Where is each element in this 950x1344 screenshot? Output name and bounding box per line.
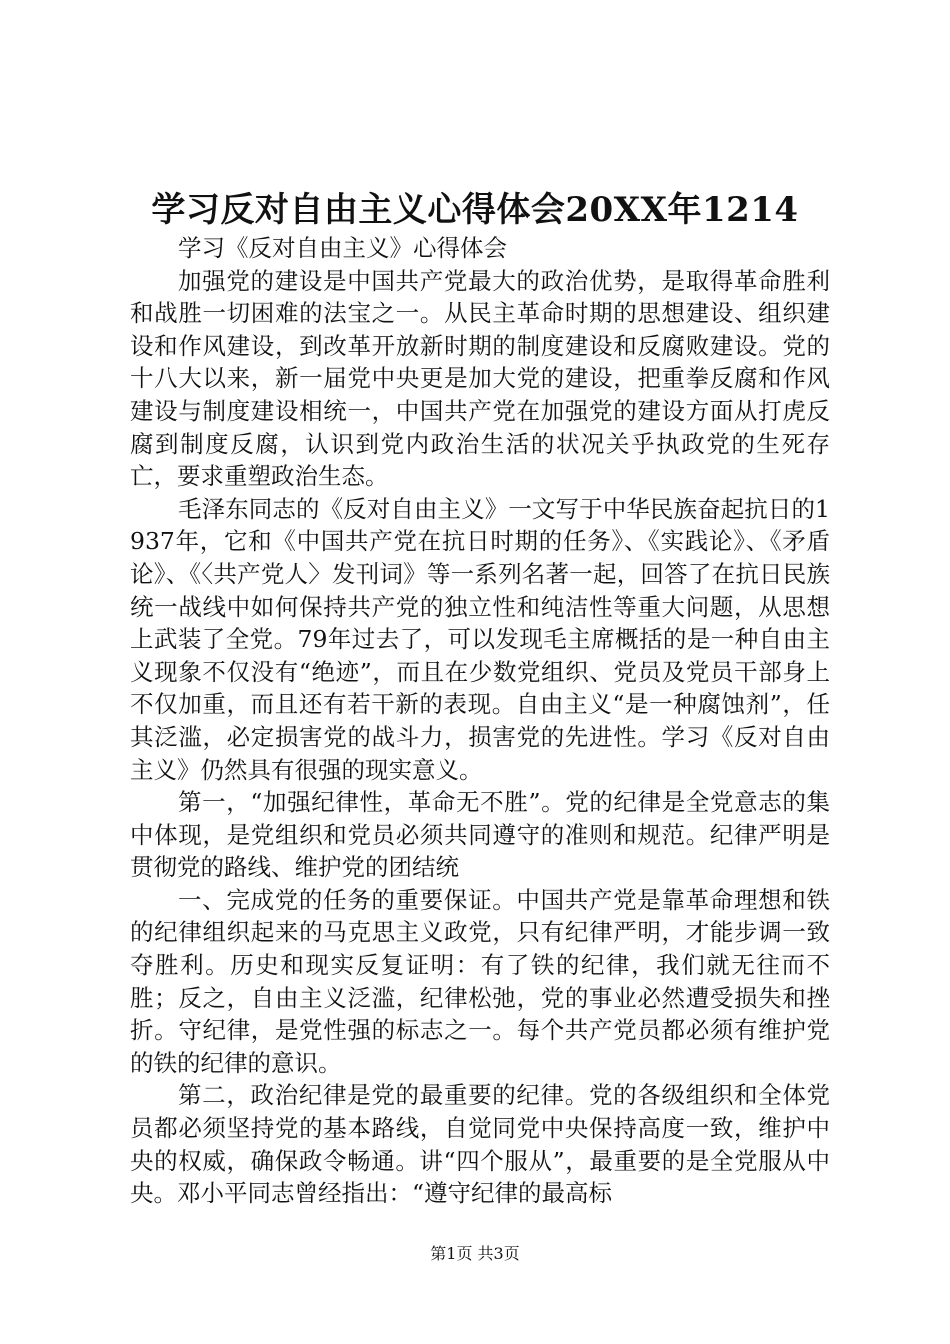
page-footer (0, 1242, 950, 1266)
document-body (130, 232, 830, 1210)
page-total: 共3页 (477, 1244, 520, 1263)
paragraph: 一、完成党的任务的重要保证。中国共产党是靠革命理想和铁的纪律组织起来的马克思主义政党，只有纪律严明，才能步调一致夺胜利。历史和现实反复证明：有了铁的纪律，我们就无往而不胜；反之，自由主义泛滥，纪律松弛，党的事业必然遭受损失和挫折。守纪律，是党性强的标志之一。每个共产党员都必须有维护党的铁的纪律的意识。 (130, 885, 830, 1077)
paragraph: 第一，“加强纪律性，革命无不胜”。党的纪律是全党意志的集中体现，是党组织和党员必须共同遵守的准则和规范。纪律严明是贯彻党的路线、维护党的团结统 (130, 788, 830, 882)
page-number: 第1页 (430, 1244, 473, 1263)
document-subtitle: 学习《反对自由主义》心得体会 (178, 234, 507, 262)
paragraph: 加强党的建设是中国共产党最大的政治优势，是取得革命胜利和战胜一切困难的法宝之一。从民主革命时期的思想建设、组织建设和作风建设，到改革开放新时期的制度建设和反腐败建设。党的十八大以来，新一届党中央更是加大党的建设，把重拳反腐和作风建设与制度建设相统一，中国共产党在加强党的建设方面从打虎反腐到制度反腐，认识到党内政治生活的状况关乎执政党的生死存亡，要求重塑政治生态。 (130, 266, 830, 491)
paragraph: 毛泽东同志的《反对自由主义》一文写于中华民族奋起抗日的1937年，它和《中国共产党在抗日时期的任务》、《实践论》、《矛盾论》、《〈共产党人〉发刊词》等一系列名著一起，回答了在抗日民族统一战线中如何保持共产党的独立性和纯洁性等重大问题，从思想上武装了全党。79年过去了，可以发现毛主席概括的是一种自由主义现象不仅没有“绝迹”，而且在少数党组织、党员及党员干部身上不仅加重，而且还有若干新的表现。自由主义“是一种腐蚀剂”，任其泛滥，必定损害党的战斗力，损害党的先进性。学习《反对自由主义》仍然具有很强的现实意义。 (130, 494, 830, 784)
document-title: 学习反对自由主义心得体会20XX年1214 (151, 190, 799, 230)
paragraph: 第二，政治纪律是党的最重要的纪律。党的各级组织和全体党员都必须坚持党的基本路线，自觉同党中央保持高度一致，维护中央的权威，确保政令畅通。讲“四个服从”，最重要的是全党服从中央。邓小平同志曾经指出：“遵守纪律的最高标 (130, 1081, 830, 1208)
